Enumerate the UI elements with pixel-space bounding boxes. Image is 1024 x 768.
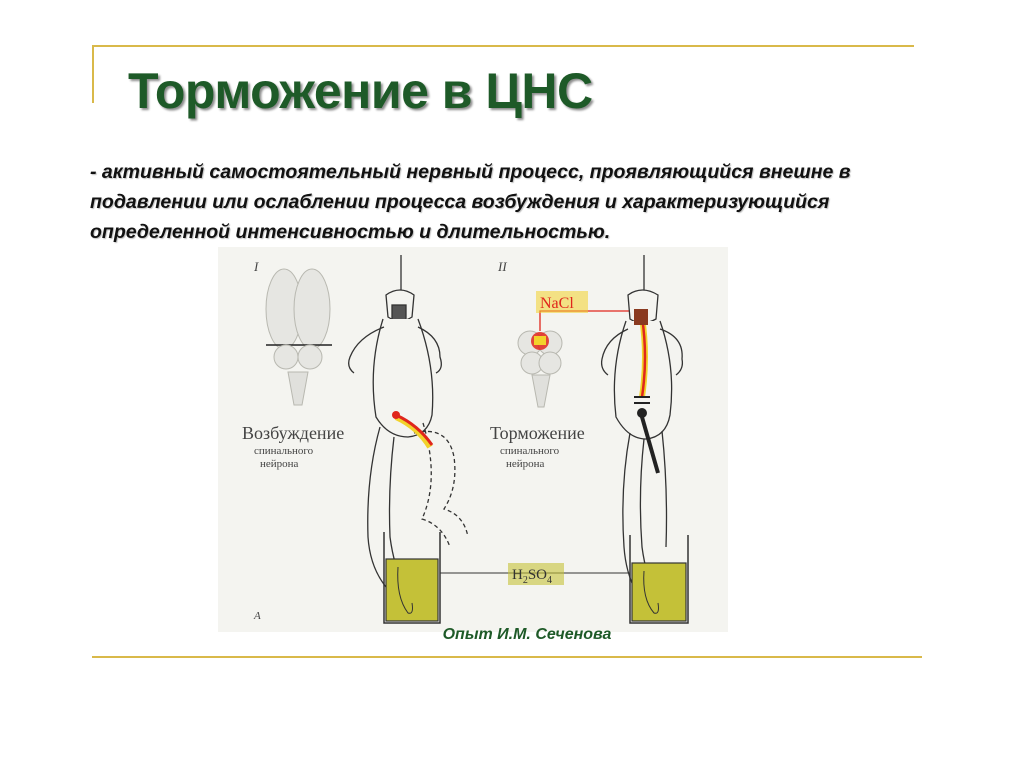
acid-label: $H_2SO_4$ bbox=[512, 567, 553, 586]
left-rule bbox=[92, 45, 94, 103]
nacl-label: NaCl bbox=[540, 295, 574, 312]
excitation-label-line-3: нейрона bbox=[260, 458, 299, 470]
corner-label: А bbox=[254, 610, 261, 622]
inhibition-label-line-2: спинального bbox=[500, 445, 560, 457]
inhibition-label-line-3: нейрона bbox=[506, 458, 545, 470]
inhibition-label-line-1: Торможение bbox=[490, 423, 585, 443]
crystal-marker bbox=[634, 309, 648, 325]
excitation-point bbox=[392, 411, 400, 419]
top-rule bbox=[92, 45, 914, 47]
panel-2-label: II bbox=[498, 259, 507, 274]
sechenov-experiment-figure bbox=[218, 247, 728, 632]
excitation-label-line-1: Возбуждение bbox=[242, 423, 345, 443]
slide-title: Торможение в ЦНС bbox=[128, 63, 593, 119]
excitation-label-line-2: спинального bbox=[254, 445, 314, 457]
panel-1-label: I bbox=[254, 259, 259, 274]
definition-text: - активный самостоятельный нервный процесс, проявляющийся внешне в подавлении или ослаблении процесса возбуждения и характеризующийся определенной интенсивностью и длительностью. bbox=[90, 161, 851, 243]
bottom-rule bbox=[92, 656, 922, 658]
figure-caption: Опыт И.М. Сеченова bbox=[442, 626, 612, 643]
